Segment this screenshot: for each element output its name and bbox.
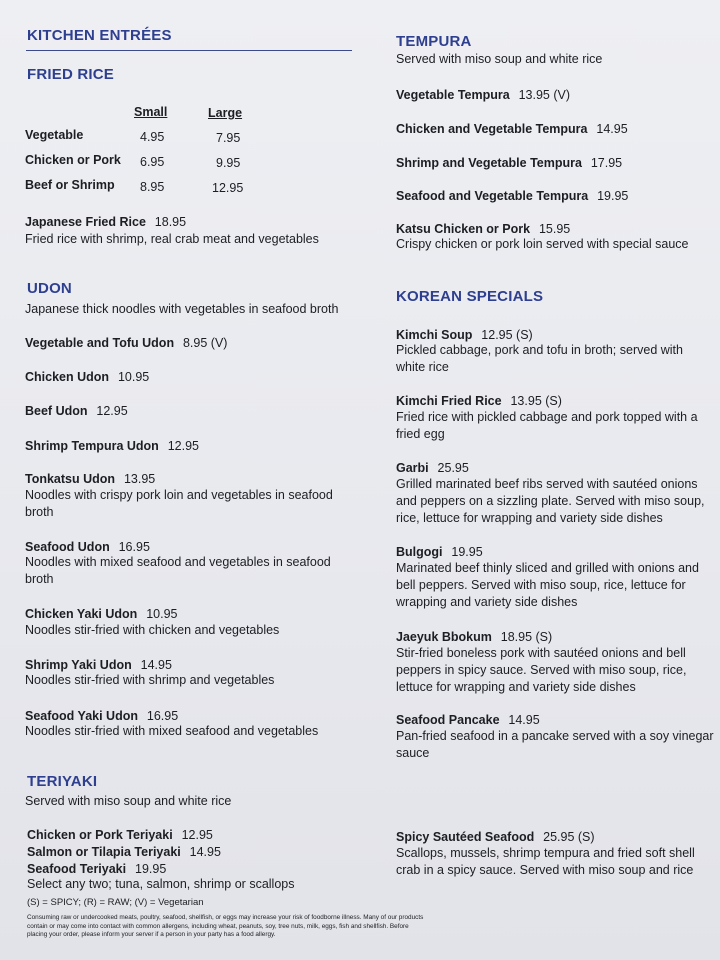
teriyaki-select-note: Select any two; tuna, salmon, shrimp or scallops	[27, 877, 295, 891]
teriyaki-header: TERIYAKI	[27, 773, 98, 790]
item-description: Crispy chicken or pork loin served with special sauce	[396, 237, 689, 251]
korean-item	[396, 392, 562, 410]
item-name: Kimchi Soup	[396, 328, 473, 342]
udon-subtitle: Japanese thick noodles with vegetables in seafood broth	[25, 302, 339, 316]
item-description: Noodles stir-fried with chicken and vegetables	[25, 623, 280, 637]
item-name: Spicy Sautéed Seafood	[396, 830, 535, 844]
item-price: 14.95	[140, 658, 172, 672]
item-description: Scallops, mussels, shrimp tempura and fried soft shell crab in a spicy sauce. Served with miso soup and rice	[396, 846, 695, 877]
item-description: Fried rice with pickled cabbage and pork topped with a fried egg	[396, 410, 698, 441]
item-description: Stir-fried boneless pork with sautéed onions and bell peppers in spicy sauce. Served with miso soup, rice, lettuce for wrapping and variety side dishes	[396, 646, 687, 694]
tempura-item	[396, 86, 570, 104]
item-name: Seafood Pancake	[396, 713, 500, 727]
teriyaki-subtitle: Served with miso soup and white rice	[25, 794, 232, 808]
item-price: 8.95 (V)	[182, 336, 228, 350]
item-description: Noodles stir-fried with mixed seafood and vegetables	[25, 724, 319, 738]
item-price: 25.95 (S)	[543, 830, 595, 844]
item-description: Pickled cabbage, pork and tofu in broth; served with white rice	[396, 343, 683, 374]
item-name: Shrimp and Vegetable Tempura	[396, 156, 582, 170]
item-name: Vegetable and Tofu Udon	[25, 336, 175, 350]
item-price: 13.95 (V)	[518, 88, 571, 102]
item-price: 12.95	[181, 828, 213, 842]
item-name: Chicken or Pork Teriyaki	[27, 828, 173, 842]
item-name: Kimchi Fried Rice	[396, 394, 502, 408]
tempura-item	[396, 154, 622, 172]
item-name: Bulgogi	[396, 545, 443, 559]
item-price: 12.95	[167, 439, 199, 453]
korean-specials-header: KOREAN SPECIALS	[396, 288, 544, 305]
item-name: Chicken Udon	[25, 370, 110, 384]
item-price: 18.95 (S)	[500, 630, 553, 644]
fried-rice-row-small: 8.95	[140, 180, 165, 194]
item-name: Japanese Fried Rice	[25, 215, 146, 229]
korean-item	[396, 543, 483, 561]
item-name: Garbi	[396, 461, 429, 475]
item-price: 19.95	[135, 862, 167, 876]
item-price: 14.95	[189, 845, 221, 859]
item-name: Seafood and Vegetable Tempura	[396, 189, 589, 203]
legend: (S) = SPICY; (R) = RAW; (V) = Vegetarian	[27, 897, 204, 908]
item-name: Chicken Yaki Udon	[25, 607, 138, 621]
fried-rice-row-name: Vegetable	[25, 128, 84, 142]
korean-item	[396, 828, 595, 846]
fried-rice-row-small: 6.95	[140, 155, 165, 169]
udon-item	[25, 605, 177, 623]
item-price: 18.95	[154, 215, 187, 229]
item-name: Shrimp Yaki Udon	[25, 658, 132, 672]
kitchen-entrees-rule	[26, 50, 352, 51]
item-price: 13.95 (S)	[510, 394, 562, 408]
item-price: 19.95	[451, 545, 483, 559]
teriyaki-item	[27, 843, 221, 861]
item-name: Seafood Yaki Udon	[25, 709, 138, 723]
tempura-item	[396, 120, 628, 138]
item-description: Noodles stir-fried with shrimp and vegetables	[25, 673, 275, 687]
item-price: 25.95	[437, 461, 469, 475]
tempura-item	[396, 187, 628, 205]
korean-item	[396, 711, 540, 729]
udon-item	[25, 402, 128, 420]
item-price: 14.95	[596, 122, 628, 136]
udon-item	[25, 368, 149, 386]
item-name: Seafood Teriyaki	[27, 862, 127, 876]
item-price: 10.95	[146, 607, 178, 621]
item-price: 12.95	[96, 404, 128, 418]
item-name: Tonkatsu Udon	[25, 472, 116, 486]
allergen-disclaimer: Consuming raw or undercooked meats, poultry, seafood, shellfish, or eggs may increase your risk of foodborne illness. Many of our products contain or may come into contact with common allergens, including wheat, peanuts, soy, tree nuts, milk, eggs, fish and shellfish. Before placing your order, please inform your server if a person in your party has a food allergy.	[27, 914, 424, 938]
fried-rice-header: FRIED RICE	[27, 66, 115, 83]
item-name: Jaeyuk Bbokum	[396, 630, 492, 644]
fried-rice-row-large: 12.95	[212, 181, 244, 195]
item-price: 14.95	[508, 713, 540, 727]
col-large-label: Large	[208, 106, 243, 120]
item-price: 13.95	[123, 472, 156, 486]
fried-rice-row-large: 7.95	[216, 131, 241, 145]
korean-item	[396, 628, 552, 646]
item-description: Pan-fried seafood in a pancake served with a soy vinegar sauce	[396, 729, 714, 760]
tempura-header: TEMPURA	[396, 33, 472, 50]
item-name: Shrimp Tempura Udon	[25, 439, 159, 453]
item-price: 17.95	[590, 156, 623, 170]
item-name: Katsu Chicken or Pork	[396, 222, 531, 236]
item-price: 16.95	[118, 540, 150, 554]
udon-item	[25, 334, 227, 352]
fried-rice-row-large: 9.95	[216, 156, 241, 170]
korean-item	[396, 459, 469, 477]
japanese-fried-rice-item	[25, 213, 186, 231]
tempura-subtitle: Served with miso soup and white rice	[396, 52, 603, 66]
item-description: Noodles with mixed seafood and vegetables in seafood broth	[25, 555, 331, 586]
item-price: 10.95	[117, 370, 150, 384]
kitchen-entrees-header: KITCHEN ENTRÉES	[27, 27, 172, 44]
item-price: 16.95	[146, 709, 179, 723]
item-name: Chicken and Vegetable Tempura	[396, 122, 588, 136]
fried-rice-row-small: 4.95	[140, 130, 165, 144]
item-price: 12.95 (S)	[481, 328, 533, 342]
item-price: 15.95	[538, 222, 571, 236]
fried-rice-row-name: Chicken or Pork	[25, 153, 121, 167]
item-name: Vegetable Tempura	[396, 88, 510, 102]
udon-item	[25, 437, 199, 455]
item-description: Fried rice with shrimp, real crab meat and vegetables	[25, 232, 319, 246]
udon-item	[25, 470, 155, 488]
teriyaki-item	[27, 826, 213, 844]
fried-rice-row-name: Beef or Shrimp	[25, 178, 115, 192]
udon-header: UDON	[27, 280, 72, 297]
item-description: Grilled marinated beef ribs served with sautéed onions and peppers on a sizzling plate. Served with miso soup, rice, lettuce for wrapping and variety side dishes	[396, 477, 705, 525]
item-price: 19.95	[597, 189, 629, 203]
item-name: Seafood Udon	[25, 540, 110, 554]
item-name: Salmon or Tilapia Teriyaki	[27, 845, 181, 859]
item-description: Marinated beef thinly sliced and grilled with onions and bell peppers. Served with miso soup, rice, lettuce for wrapping and variety side dishes	[396, 561, 699, 609]
item-description: Noodles with crispy pork loin and vegetables in seafood broth	[25, 488, 333, 519]
item-name: Beef Udon	[25, 404, 88, 418]
col-small-label: Small	[134, 105, 168, 119]
